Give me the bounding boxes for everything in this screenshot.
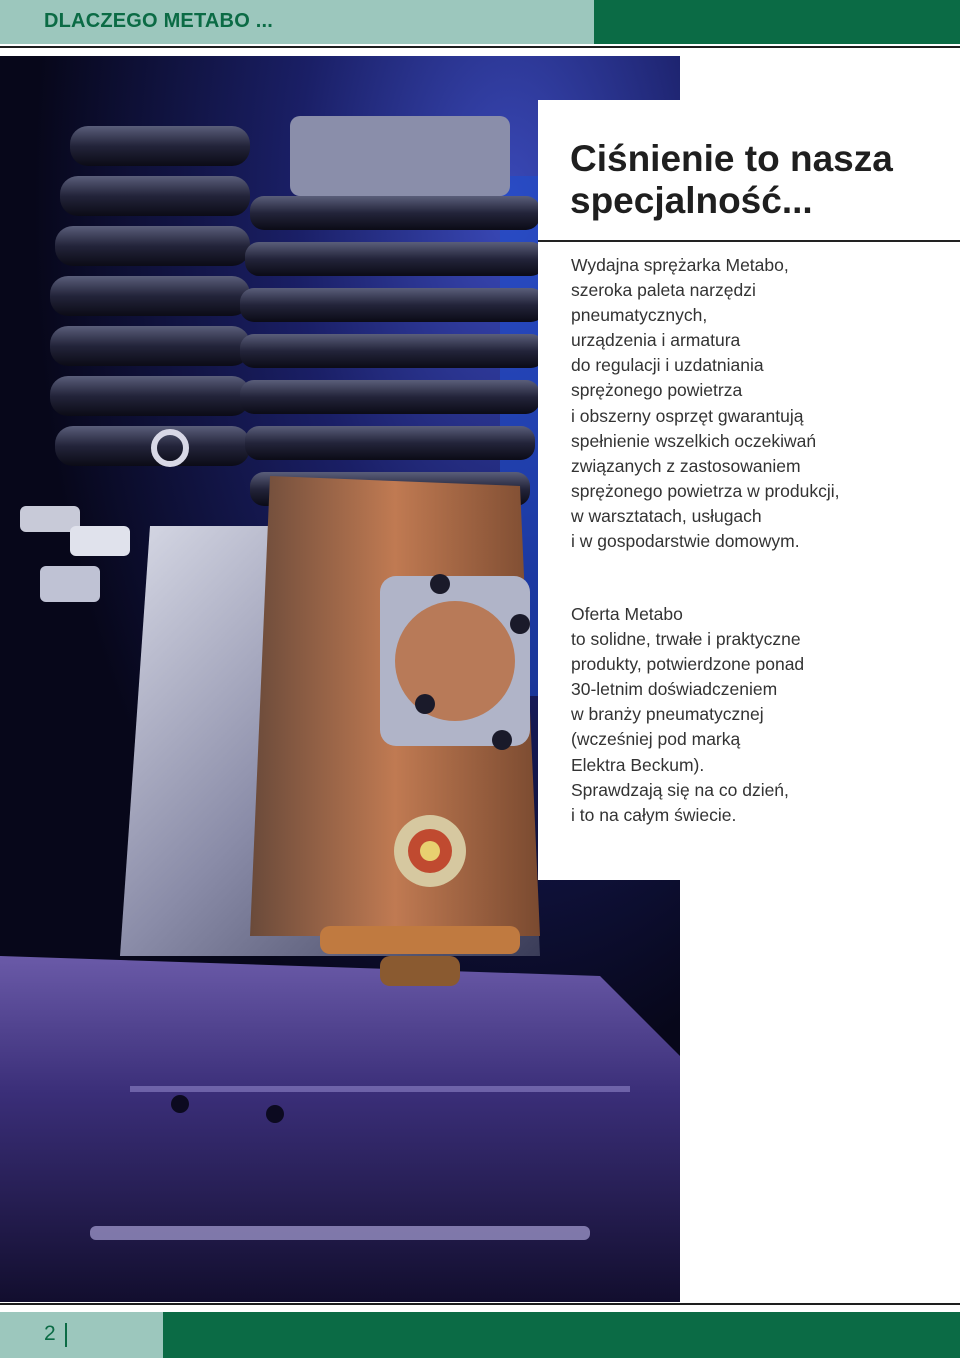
- header-divider: [0, 46, 960, 48]
- page-number: 2: [44, 1322, 56, 1345]
- text-line: (wcześniej pod marką: [571, 729, 741, 750]
- text-line: w branży pneumatycznej: [571, 704, 764, 725]
- text-line: to solidne, trwałe i praktyczne: [571, 629, 801, 650]
- footer-bar-dark: [163, 1312, 960, 1358]
- text-line: i w gospodarstwie domowym.: [571, 531, 800, 552]
- headline-divider: [538, 240, 960, 242]
- text-line: w warsztatach, usługach: [571, 505, 762, 526]
- text-line: Elektra Beckum).: [571, 754, 705, 775]
- header-bar-dark: [594, 0, 960, 44]
- text-line: 30-letnim doświadczeniem: [571, 679, 778, 700]
- footer-divider: [0, 1303, 960, 1305]
- headline-line: Ciśnienie to nasza: [570, 138, 893, 179]
- intro-paragraph: [571, 253, 951, 554]
- text-line: i obszerny osprzęt gwarantują: [571, 405, 804, 426]
- section-title: DLACZEGO METABO ...: [44, 10, 273, 32]
- text-line: Sprawdzają się na co dzień,: [571, 779, 789, 800]
- text-line: związanych z zastosowaniem: [571, 455, 801, 476]
- text-line: spełnienie wszelkich oczekiwań: [571, 430, 817, 451]
- text-line: szeroka paleta narzędzi: [571, 280, 756, 301]
- text-line: Wydajna sprężarka Metabo,: [571, 255, 789, 275]
- text-line: pneumatycznych,: [571, 305, 708, 326]
- text-line: do regulacji i uzdatniania: [571, 355, 764, 376]
- footer-bar-light: [0, 1312, 163, 1358]
- page-number-separator: [65, 1323, 67, 1347]
- text-line: sprężonego powietrza: [571, 380, 743, 401]
- text-line: i to na całym świecie.: [571, 804, 737, 825]
- text-line: urządzenia i armatura: [571, 330, 741, 351]
- headline: [570, 138, 950, 222]
- text-line: sprężonego powietrza w produkcji,: [571, 480, 840, 501]
- offer-paragraph: [571, 602, 951, 828]
- text-line: Oferta Metabo: [571, 604, 683, 624]
- text-line: produkty, potwierdzone ponad: [571, 654, 805, 675]
- headline-line: specjalność...: [570, 180, 813, 221]
